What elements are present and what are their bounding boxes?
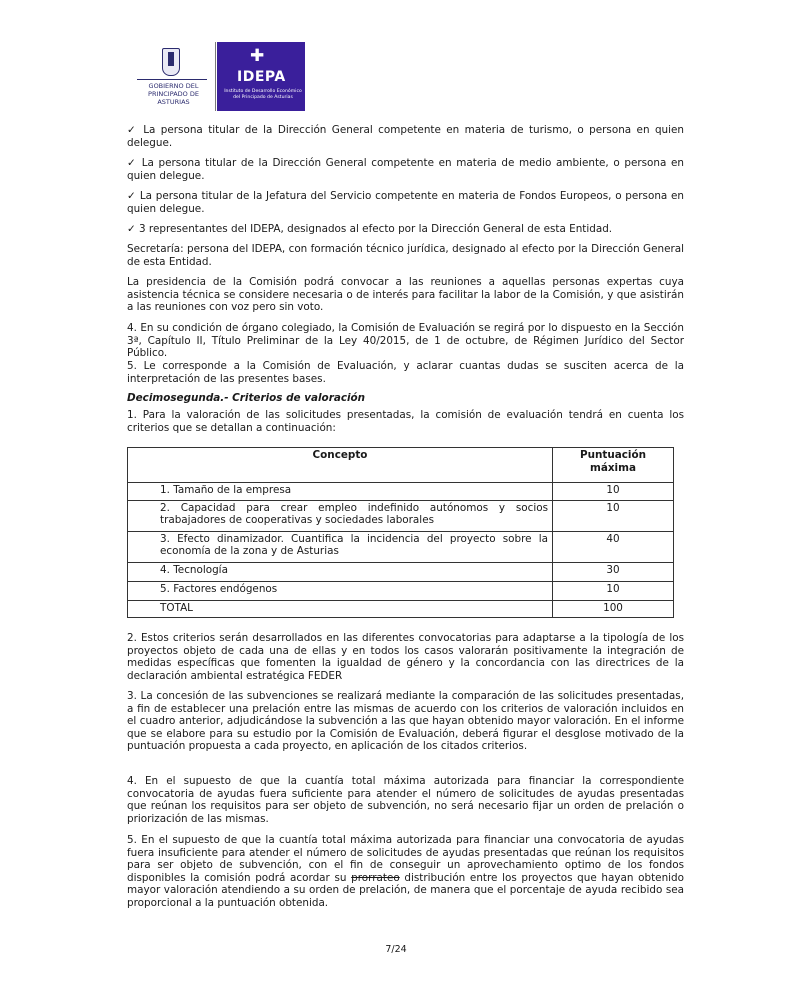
bullet-environment: ✓ La persona titular de la Dirección General competente en materia de medio ambiente, o persona en quien delegue. [127,157,684,182]
table-row [128,581,674,600]
point-5-interpretation: 5. Le corresponde a la Comisión de Evaluación, y aclarar cuantas dudas se susciten acerca de la interpretación de las presentes bases. [127,360,684,385]
bullet-idepa-reps: ✓ 3 representantes del IDEPA, designados al efecto por la Dirección General de esta Entidad. [127,223,613,235]
criteria-table [127,447,674,618]
score-cell: 30 [553,562,674,581]
criteria-intro: 1. Para la valoración de las solicitudes presentadas, la comisión de evaluación tendrá en cuenta los criterios que se detallan a continuación: [127,409,684,434]
section-heading: Decimosegunda.- Criterios de valoración [127,392,366,404]
point-4-legal-regime: 4. En su condición de órgano colegiado, la Comisión de Evaluación se regirá por lo dispuesto en la Sección 3ª, Capítulo II, Título Preliminar de la Ley 40/2015, de 1 de octubre, de Régimen Jurídico del Sector Público. [127,322,684,360]
table-header-row [128,448,674,483]
concept-cell: 5. Factores endógenos [128,581,553,600]
secretaria-paragraph: Secretaría: persona del IDEPA, con formación técnico jurídica, designado al efecto por la Dirección General de esta Entidad. [127,243,684,268]
concept-cell: 2. Capacidad para crear empleo indefinido autónomos y socios trabajadores de cooperativas y sociedades laborales [128,500,553,531]
concept-cell: 3. Efecto dinamizador. Cuantifica la incidencia del proyecto sobre la economía de la zona y de Asturias [128,531,553,562]
score-cell: 10 [553,483,674,501]
page-number: 7/24 [385,944,407,955]
table-row [128,483,674,501]
struck-word: prorrateo [351,871,400,884]
concept-cell: 4. Tecnología [128,562,553,581]
table-total-row [128,600,674,618]
idepa-logo-subtitle: Instituto de Desarrollo Económico del Principado de Asturias [224,89,302,100]
idepa-logo-name: IDEPA [237,69,286,85]
header-concept: Concepto [128,448,553,483]
table-row [128,531,674,562]
total-label: TOTAL [128,600,553,618]
coat-of-arms-icon [162,48,180,76]
bullet-eu-funds: ✓ La persona titular de la Jefatura del Servicio competente en materia de Fondos Europeos, o persona en quien delegue. [127,190,684,215]
paragraph-2-development: 2. Estos criterios serán desarrollados en las diferentes convocatorias para adaptarse a la tipología de los proyectos objeto de cada una de ellas y en todos los casos valorarán positivamente la integración de medidas específicas que fomenten la igualdad de género y la concordancia con las directrices de la declaración ambiental estratégica FEDER [127,632,684,682]
header-logos [127,42,307,111]
score-cell: 10 [553,581,674,600]
government-logo-text: GOBIERNO DEL PRINCIPADO DE ASTURIAS [148,82,199,106]
idepa-emblem-icon: ✚ [250,46,265,66]
presidencia-paragraph: La presidencia de la Comisión podrá convocar a las reuniones a aquellas personas expertas cuya asistencia técnica se considere necesaria o de interés para facilitar la labor de la Comisión, y que asistirán a las reuniones con voz pero sin voto. [127,276,684,314]
concept-cell: 1. Tamaño de la empresa [128,483,553,501]
total-score: 100 [553,600,674,618]
paragraph-5-text-after: distribución entre los proyectos que hayan obtenido mayor valoración atendiendo a su orden de prelación, de manera que el porcentaje de ayuda recibido sea proporcional a la puntuación obtenida. [127,871,685,909]
paragraph-3-concession: 3. La concesión de las subvenciones se realizará mediante la comparación de las solicitudes presentadas, a fin de establecer una prelación entre las mismas de acuerdo con los criterios de valoración incluidos en el cuadro anterior, adjudicándose la subvención a las que hayan obtenido mayor valoración. En el informe que se elabore para su estudio por la Comisión de Evaluación, deberá figurar el desglose motivado de la puntuación propuesta a cada proyecto, en aplicación de los citados criterios. [127,690,684,753]
table-row [128,562,674,581]
paragraph-4-sufficient-funds: 4. En el supuesto de que la cuantía total máxima autorizada para financiar la correspondiente convocatoria de ayudas fuera suficiente para atender el número de solicitudes de ayudas presentadas que reúnan los requisitos para ser objeto de subvención, no será necesario fijar un orden de prelación o priorización de las mismas. [127,775,684,825]
paragraph-5-insufficient-funds [127,834,684,910]
bullet-tourism: ✓ La persona titular de la Dirección General competente en materia de turismo, o persona en quien delegue. [127,124,684,149]
logo-divider [137,79,207,80]
score-cell: 40 [553,531,674,562]
table-row [128,500,674,531]
header-max-score: Puntuación máxima [553,448,674,483]
government-logo [127,42,216,111]
score-cell: 10 [553,500,674,531]
paragraph-5-text-before: 5. En el supuesto de que la cuantía total máxima autorizada para financiar una convocatoria de ayudas fuera insuficiente para atender el número de solicitudes de ayudas presentadas que reúnan los requisitos para ser objeto de subvención, con el fin de conseguir un aprovechamiento optimo de los fondos disponibles la comisión podrá acordar su [127,834,684,884]
idepa-logo [217,42,305,111]
